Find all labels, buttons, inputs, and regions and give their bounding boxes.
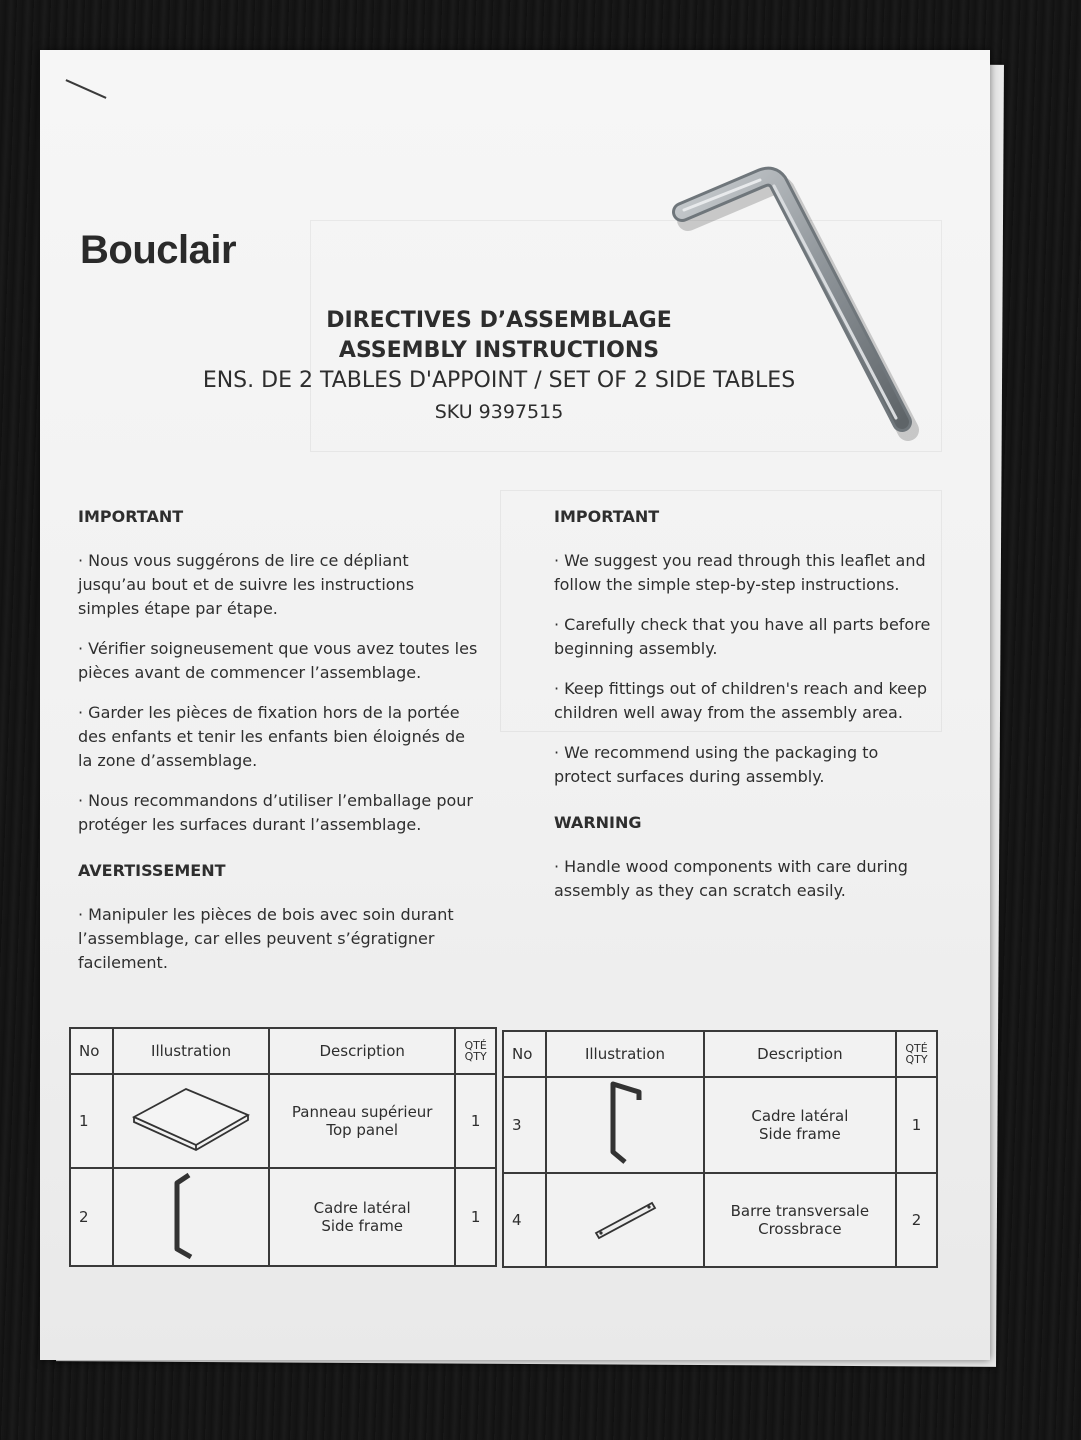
instruction-fr-4: · Nous recommandons d’utiliser l’emballage pour protéger les surfaces durant l’assemblage. xyxy=(78,791,473,834)
header-qty xyxy=(896,1031,937,1077)
warning-heading-en: WARNING xyxy=(554,813,642,832)
table-header-row xyxy=(503,1031,937,1077)
sku: SKU 9397515 xyxy=(434,401,564,423)
allen-key-icon xyxy=(670,160,960,460)
part-number: 1 xyxy=(70,1074,113,1168)
instruction-sheet xyxy=(40,50,990,1360)
instruction-en-3: · Keep fittings out of children's reach and keep children well away from the assembly area. xyxy=(554,679,928,722)
part-description xyxy=(704,1077,896,1173)
product-name: ENS. DE 2 TABLES D'APPOINT / SET OF 2 SIDE TABLES xyxy=(202,368,796,393)
instruction-en-1: · We suggest you read through this leaflet and follow the simple step-by-step instructions. xyxy=(554,551,926,594)
important-heading-en: IMPORTANT xyxy=(554,507,660,526)
table-row xyxy=(503,1173,937,1267)
part-name-fr: Cadre latéral xyxy=(313,1199,411,1217)
header-description: Description xyxy=(269,1028,455,1074)
side-frame-icon xyxy=(595,1078,655,1168)
header-no: No xyxy=(503,1031,546,1077)
part-name-fr: Panneau supérieur xyxy=(291,1103,433,1121)
header-illustration: Illustration xyxy=(113,1028,269,1074)
french-instructions xyxy=(78,505,478,991)
part-illustration xyxy=(113,1168,269,1266)
table-header-row xyxy=(70,1028,496,1074)
instruction-en-4: · We recommend using the packaging to protect surfaces during assembly. xyxy=(554,743,879,786)
part-name-fr: Cadre latéral xyxy=(751,1107,849,1125)
part-description xyxy=(269,1074,455,1168)
header-no: No xyxy=(70,1028,113,1074)
header-illustration: Illustration xyxy=(546,1031,704,1077)
staple-mark xyxy=(65,79,106,99)
instruction-fr-3: · Garder les pièces de fixation hors de la portée des enfants et tenir les enfants bien éloignés de la zone d’assemblage. xyxy=(78,703,465,770)
header-qty-en: QTY xyxy=(464,1050,487,1063)
important-heading-fr: IMPORTANT xyxy=(78,507,184,526)
instruction-en-2: · Carefully check that you have all parts before beginning assembly. xyxy=(554,615,931,658)
table-row xyxy=(70,1074,496,1168)
header-description: Description xyxy=(704,1031,896,1077)
part-name-fr: Barre transversale xyxy=(730,1202,870,1220)
title-english: ASSEMBLY INSTRUCTIONS xyxy=(338,338,660,363)
part-name-en: Side frame xyxy=(759,1125,841,1143)
parts-table-left xyxy=(69,1027,497,1267)
part-name-en: Crossbrace xyxy=(758,1220,842,1238)
crossbrace-icon xyxy=(590,1193,660,1243)
warning-en: · Handle wood components with care during assembly as they can scratch easily. xyxy=(554,857,908,900)
table-row xyxy=(70,1168,496,1266)
instruction-fr-2: · Vérifier soigneusement que vous avez toutes les pièces avant de commencer l’assemblage. xyxy=(78,639,478,682)
part-name-en: Side frame xyxy=(321,1217,404,1235)
part-number: 3 xyxy=(503,1077,546,1173)
part-description xyxy=(704,1173,896,1267)
part-quantity: 2 xyxy=(896,1173,937,1267)
header-qty-fr: QTÉ xyxy=(464,1039,487,1052)
warning-heading-fr: AVERTISSEMENT xyxy=(78,861,226,880)
part-quantity: 1 xyxy=(455,1074,496,1168)
part-quantity: 1 xyxy=(455,1168,496,1266)
warning-fr: · Manipuler les pièces de bois avec soin durant l’assemblage, car elles peuvent s’égratigner facilement. xyxy=(78,905,454,972)
english-instructions xyxy=(554,505,934,919)
header-qty-en: QTY xyxy=(905,1053,928,1066)
side-frame-icon xyxy=(161,1169,221,1261)
parts-table-right xyxy=(502,1030,938,1268)
part-illustration xyxy=(546,1173,704,1267)
instruction-fr-1: · Nous vous suggérons de lire ce dépliant jusqu’au bout et de suivre les instructions simples étape par étape. xyxy=(78,551,415,618)
part-description xyxy=(269,1168,455,1266)
part-number: 4 xyxy=(503,1173,546,1267)
table-row xyxy=(503,1077,937,1173)
header-qty-fr: QTÉ xyxy=(905,1042,928,1055)
top-panel-icon xyxy=(126,1079,256,1159)
part-illustration xyxy=(113,1074,269,1168)
part-name-en: Top panel xyxy=(326,1121,399,1139)
header-qty xyxy=(455,1028,496,1074)
brand-logo: Bouclair xyxy=(80,228,237,272)
part-quantity: 1 xyxy=(896,1077,937,1173)
part-number: 2 xyxy=(70,1168,113,1266)
title-french: DIRECTIVES D’ASSEMBLAGE xyxy=(326,308,672,333)
part-illustration xyxy=(546,1077,704,1173)
